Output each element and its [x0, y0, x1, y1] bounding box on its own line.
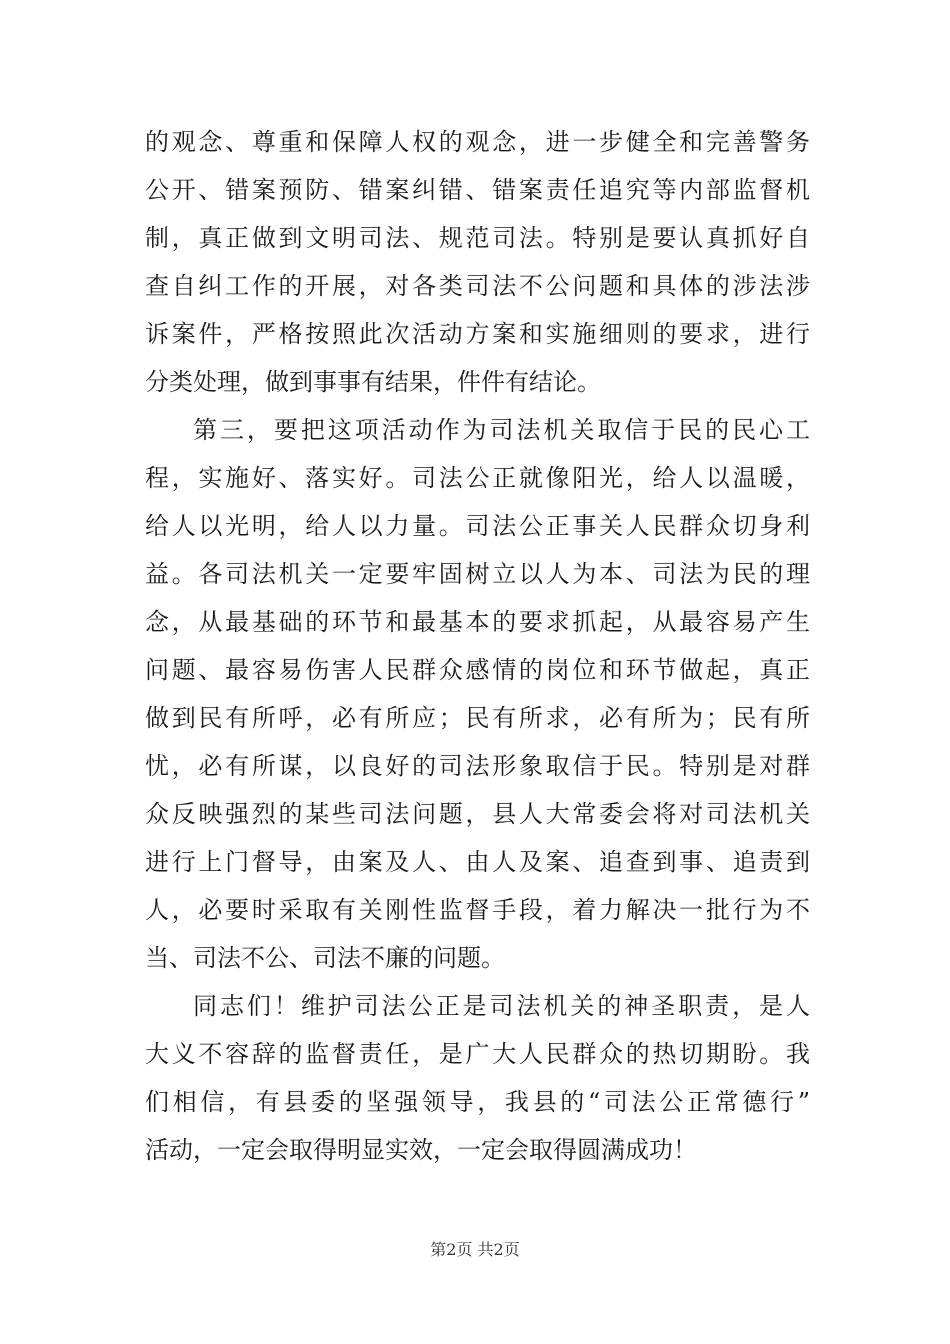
paragraph-first-line: 第三，要把这项活动作为司法机关取信于民的民心工: [193, 416, 810, 444]
page-footer: 第2页 共2页: [430, 1240, 520, 1259]
text-line: 给人以光明，给人以力量。司法公正事关人民群众切身利: [145, 512, 810, 540]
text-line: 益。各司法机关一定要牢固树立以人为本、司法为民的理: [145, 560, 810, 588]
text-line: 分类处理，做到事事有结果，件件有结论。: [145, 368, 601, 396]
text-line: 程，实施好、落实好。司法公正就像阳光，给人以温暖，: [145, 464, 810, 492]
text-line: 公开、错案预防、错案纠错、错案责任追究等内部监督机: [145, 176, 810, 204]
paragraph-first-line: 同志们！维护司法公正是司法机关的神圣职责，是人: [193, 992, 810, 1020]
text-line: 诉案件，严格按照此次活动方案和实施细则的要求，进行: [145, 320, 810, 348]
text-line: 的观念、尊重和保障人权的观念，进一步健全和完善警务: [145, 128, 810, 156]
text-line: 制，真正做到文明司法、规范司法。特别是要认真抓好自: [145, 224, 810, 252]
text-line: 忧，必有所谋，以良好的司法形象取信于民。特别是对群: [145, 752, 810, 780]
text-line: 做到民有所呼，必有所应；民有所求，必有所为；民有所: [145, 704, 810, 732]
text-line: 进行上门督导，由案及人、由人及案、追查到事、追责到: [145, 848, 810, 876]
text-line: 人，必要时采取有关刚性监督手段，着力解决一批行为不: [145, 896, 810, 924]
text-line: 查自纠工作的开展，对各类司法不公问题和具体的涉法涉: [145, 272, 810, 300]
text-line: 们相信，有县委的坚强领导，我县的“司法公正常德行”: [145, 1088, 810, 1116]
text-line: 问题、最容易伤害人民群众感情的岗位和环节做起，真正: [145, 656, 810, 684]
text-line: 活动，一定会取得明显实效，一定会取得圆满成功！: [145, 1136, 697, 1164]
text-line: 众反映强烈的某些司法问题，县人大常委会将对司法机关: [145, 800, 810, 828]
text-line: 大义不容辞的监督责任，是广大人民群众的热切期盼。我: [145, 1040, 810, 1068]
text-line: 当、司法不公、司法不廉的问题。: [145, 944, 505, 972]
text-line: 念，从最基础的环节和最基本的要求抓起，从最容易产生: [145, 608, 810, 636]
